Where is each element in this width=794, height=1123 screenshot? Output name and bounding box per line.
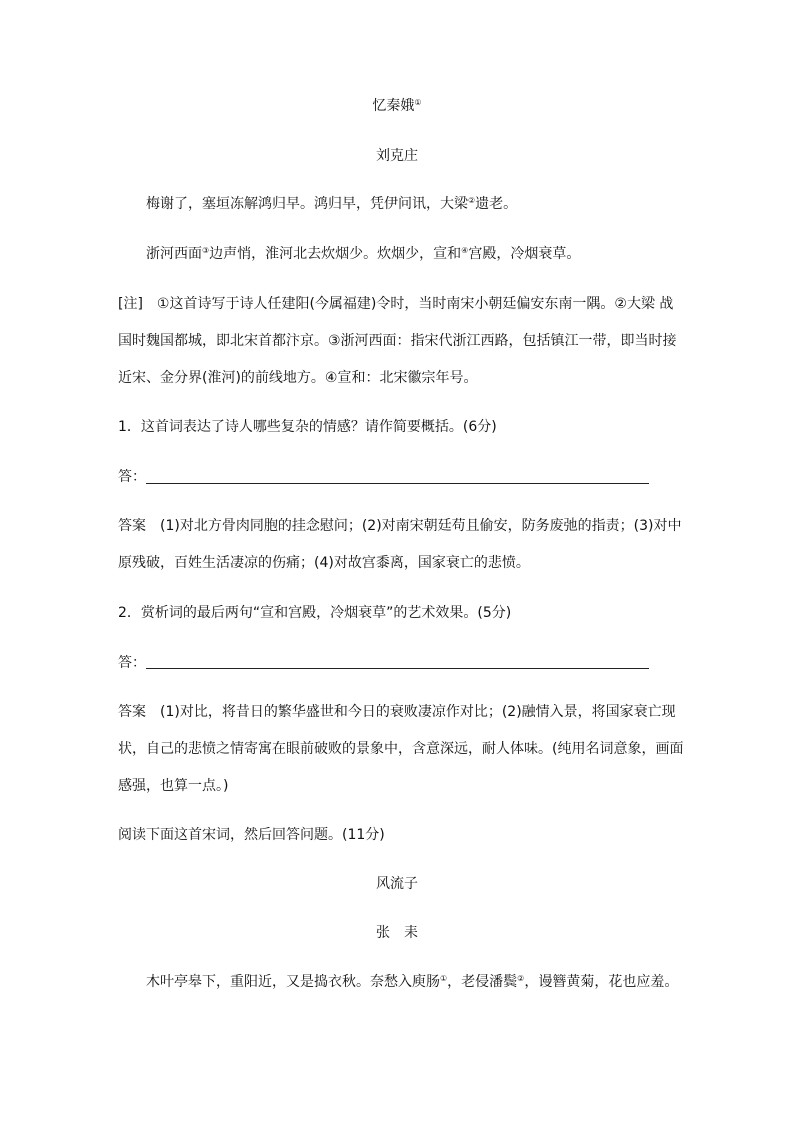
notes-line: 近宋、金分界(淮河)的前线地方。④宣和：北宋徽宗年号。: [118, 370, 478, 386]
answer-text: 答案 (1)对北方骨肉同胞的挂念慰问；(2)对南宋朝廷苟且偷安，防务废弛的指责；(3)对中: [118, 518, 682, 534]
footnote-marker: ②: [468, 196, 476, 205]
poem-author: 张 耒: [376, 925, 418, 941]
answer-text: 感强，也算一点。): [118, 778, 229, 794]
footnote-marker: ①: [414, 98, 422, 107]
answer-text: 状，自己的悲愤之情寄寓在眼前破败的景象中，含意深远，耐人体味。(纯用名词意象，画面: [118, 741, 684, 757]
answer-label: 答：: [118, 655, 146, 671]
poem-author: 刘克庄: [376, 148, 418, 164]
poem-line: 浙河西面③边声悄，淮河北去炊烟少。炊烟少，宣和④宫殿，冷烟衰草。: [146, 246, 581, 262]
answer-label: 答：: [118, 469, 146, 485]
answer-field-2[interactable]: [146, 668, 649, 669]
answer-text: 答案 (1)对比，将昔日的繁华盛世和今日的衰败凄凉作对比；(2)融情入景，将国家衰亡现: [118, 704, 676, 720]
footnote-marker: ①: [440, 974, 448, 983]
footnote-marker: ②: [517, 974, 525, 983]
answer-field-1[interactable]: [146, 483, 649, 484]
notes-line: 国时魏国都城，即北宋首都汴京。③浙河西面：指宋代浙江西路，包括镇江一带，即当时接: [118, 333, 677, 349]
question-1: 1．这首词表达了诗人哪些复杂的情感？请作简要概括。(6分): [118, 419, 497, 435]
poem-title: 忆秦娥①: [372, 98, 422, 114]
answer-text: 原残破，百姓生活凄凉的伤痛；(4)对故宫黍离，国家衰亡的悲愤。: [118, 555, 530, 571]
footnote-marker: ④: [461, 246, 469, 255]
poem-line: 梅谢了，塞垣冻解鸿归早。鸿归早，凭伊问讯，大梁②遗老。: [146, 196, 518, 212]
question-2: 2．赏析词的最后两句“宣和宫殿，冷烟衰草”的艺术效果。(5分): [118, 605, 512, 621]
footnote-marker: ③: [202, 246, 210, 255]
poem-title: 风流子: [376, 876, 418, 892]
notes-line: [注] ①这首诗写于诗人任建阳(今属福建)令时，当时南宋小朝廷偏安东南一隅。②大梁 战: [118, 296, 674, 312]
section-intro: 阅读下面这首宋词，然后回答问题。(11分): [118, 827, 385, 843]
poem-line: 木叶亭皋下，重阳近，又是捣衣秋。奈愁入庾肠①，老侵潘鬓②，谩簪黄菊，花也应羞。: [146, 974, 679, 990]
